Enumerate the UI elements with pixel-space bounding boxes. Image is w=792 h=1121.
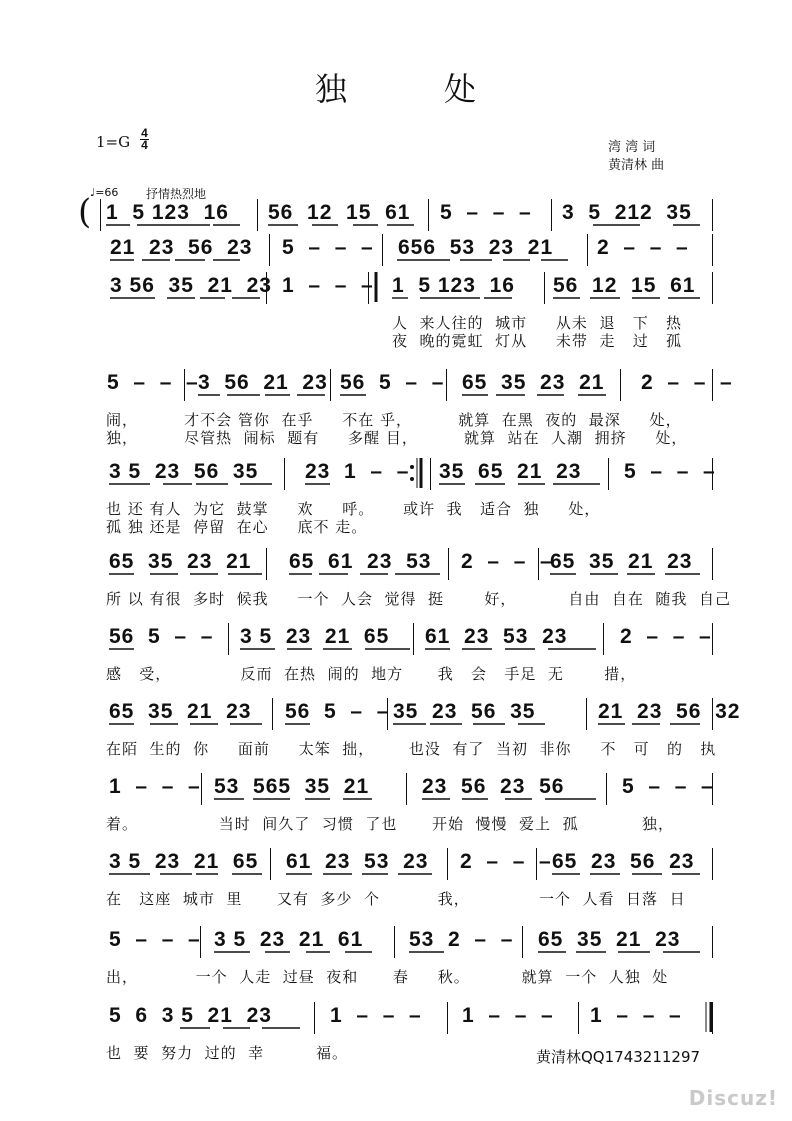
bar-line [413, 623, 414, 655]
measure-notes: 65 23 56 23 [552, 850, 695, 873]
staff-line [0, 924, 792, 960]
bar-line [578, 1002, 579, 1034]
bar-line [712, 548, 713, 580]
bar-line [272, 698, 273, 730]
measure-notes: 65 35 21 23 [109, 700, 252, 723]
lyric-line: 感 受， 反而 在热 闹的 地方 我 会 手足 无 措， [106, 665, 637, 683]
measure-notes: 5 6 3 5 21 23 [109, 1004, 272, 1027]
measure-notes: 3 5 23 21 65 [240, 625, 390, 648]
key-signature: 1=G [96, 133, 131, 151]
measure-notes: 3 5 212 35 [562, 201, 692, 224]
expression-mark: 抒情热烈地 [146, 187, 207, 201]
bar-line [266, 548, 267, 580]
measure-notes: 21 23 56 32 [598, 700, 741, 723]
repeat-paren-open: ( [78, 192, 92, 232]
measure-notes: 1 – – – [462, 1004, 554, 1027]
bar-line [447, 848, 448, 880]
song-title [0, 64, 792, 110]
measure-notes: 1 5 123 16 [106, 201, 229, 224]
bar-line [330, 369, 331, 401]
bar-line [712, 926, 713, 958]
measure-notes: 1 – – – [590, 1004, 682, 1027]
staff-line [0, 696, 792, 732]
measure-notes: 1 – – – [109, 775, 201, 798]
lyric-line: 在 这座 城市 里 又有 多少 个 我， 一个 人看 日落 日 [106, 890, 686, 908]
measure-notes: 5 – – – [282, 236, 374, 259]
measure-notes: 1 – – – [282, 274, 374, 297]
measure-notes: 53 2 – – [409, 928, 514, 951]
measure-notes: 2 – – – [460, 850, 552, 873]
bar-line [544, 272, 545, 304]
bar-line [712, 848, 713, 880]
measure-notes: 2 – – – [597, 236, 689, 259]
bar-line [270, 848, 271, 880]
lyric-line: 孤 独 还是 停留 在心 底不 走。 [106, 518, 368, 536]
measure-notes: 5 – – – [440, 201, 532, 224]
signature-text: 黄清林QQ1743211297 [536, 1048, 701, 1066]
measure-notes: 1 5 123 16 [392, 274, 515, 297]
composer-credit: 黄清林 曲 [608, 158, 665, 173]
bar-line [430, 458, 431, 490]
measure-notes: 56 5 – – [340, 371, 445, 394]
bar-line [448, 548, 449, 580]
bar-line [382, 234, 383, 266]
bar-line [447, 1002, 448, 1034]
lyric-line: 闹， 才不会 管你 在乎 不在 乎， 就算 在黑 夜的 最深 处， [106, 411, 682, 429]
bar-line [620, 369, 621, 401]
bar-line [446, 369, 447, 401]
bar-line [551, 199, 552, 231]
title-char-2: 处 [444, 70, 478, 108]
measure-notes: 65 35 21 23 [538, 928, 681, 951]
measure-notes: 3 5 23 21 65 [109, 850, 259, 873]
bar-line [606, 773, 607, 805]
bar-line [100, 199, 101, 231]
measure-notes: 3 56 21 23 [198, 371, 328, 394]
lyric-line: 独， 尽管热 闹标 题有 多醒 目， 就算 站在 人潮 拥挤 处， [106, 429, 688, 447]
measure-notes: 65 35 23 21 [109, 550, 252, 573]
bar-line [406, 773, 407, 805]
lyric-line: 出， 一个 人走 过昼 夜和 春 秋。 就算 一个 人独 处 [106, 968, 669, 986]
lyric-line: 夜 晚的霓虹 灯从 未带 走 过 孤 [392, 332, 683, 350]
bar-line [428, 199, 429, 231]
time-signature [140, 128, 149, 151]
lyricist-credit: 湾 湾 词 [608, 140, 656, 155]
measure-notes: 656 53 23 21 [398, 236, 554, 259]
measure-notes: 35 65 21 23 [439, 460, 582, 483]
measure-notes: 2 – – – [620, 625, 712, 648]
bar-line [269, 234, 270, 266]
lyric-line: 在陌 生的 你 面前 太笨 拙， 也没 有了 当初 非你 不 可 的 执 [106, 740, 717, 758]
bar-line [712, 234, 713, 266]
time-sig-top: 4 [141, 126, 148, 140]
measure-notes: 1 – – – [330, 1004, 422, 1027]
bar-line [712, 199, 713, 231]
bar-line [522, 926, 523, 958]
bar-line [394, 926, 395, 958]
bar-line [586, 698, 587, 730]
bar-line [712, 623, 713, 655]
measure-notes: 21 23 56 23 [110, 236, 253, 259]
measure-notes: 56 5 – – [285, 700, 390, 723]
bar-line [712, 272, 713, 304]
lyric-line: 也 要 努力 过的 幸 福。 [106, 1044, 349, 1062]
measure-notes: 56 5 – – [109, 625, 214, 648]
measure-notes: 3 5 23 56 35 [109, 460, 259, 483]
bar-line [314, 1002, 315, 1034]
bar-line [201, 773, 202, 805]
measure-notes: 5 – – – [107, 371, 199, 394]
measure-notes: 2 – – – [641, 371, 733, 394]
staff-line [0, 771, 792, 807]
lyric-line: 人 来人往的 城市 从未 退 下 热 [392, 314, 683, 332]
measure-notes: 65 35 23 21 [462, 371, 605, 394]
bar-line [284, 458, 285, 490]
staff-line [0, 232, 792, 268]
measure-notes: 23 56 23 56 [422, 775, 565, 798]
bar-line [603, 623, 604, 655]
staff-line [0, 846, 792, 882]
measure-notes: 5 – – – [624, 460, 716, 483]
staff-line [0, 621, 792, 657]
measure-notes: 65 35 21 23 [550, 550, 693, 573]
measure-notes: 35 23 56 35 [393, 700, 536, 723]
bar-line [587, 234, 588, 266]
watermark-logo: Discuz! [688, 1086, 778, 1110]
bar-line [712, 1002, 713, 1034]
measure-notes: 56 12 15 61 [553, 274, 696, 297]
lyric-line: 所 以 有很 多时 候我 一个 人会 觉得 挺 好， 自由 自在 随我 自己 [106, 590, 731, 608]
measure-notes: 3 56 35 21 23 [110, 274, 272, 297]
staff-line [0, 456, 792, 492]
measure-notes: 61 23 53 23 [286, 850, 429, 873]
staff-line [0, 367, 792, 403]
staff-line [0, 197, 792, 233]
measure-notes: 61 23 53 23 [425, 625, 568, 648]
lyric-line: 着。 当时 间久了 习惯 了也 开始 慢慢 爱上 孤 独， [106, 815, 675, 833]
measure-notes: 5 – – – [622, 775, 714, 798]
measure-notes: 23 1 – – [305, 460, 410, 483]
time-sig-bottom: 4 [141, 138, 148, 152]
title-char-1: 独 [314, 70, 348, 108]
bar-line [257, 199, 258, 231]
staff-line [0, 270, 792, 306]
measure-notes: 5 – – – [109, 928, 201, 951]
tempo-mark: ♩=66 [90, 186, 119, 199]
lyric-line: 也 还 有人 为它 鼓掌 欢 呼。 或许 我 适合 独 处， [106, 500, 601, 518]
measure-notes: 3 5 23 21 61 [214, 928, 364, 951]
staff-line [0, 1000, 792, 1036]
staff-line [0, 546, 792, 582]
measure-notes: 53 565 35 21 [214, 775, 370, 798]
bar-line [228, 623, 229, 655]
measure-notes: 56 12 15 61 [268, 201, 411, 224]
measure-notes: 2 – – – [461, 550, 553, 573]
measure-notes: 65 61 23 53 [289, 550, 432, 573]
bar-line [608, 458, 609, 490]
